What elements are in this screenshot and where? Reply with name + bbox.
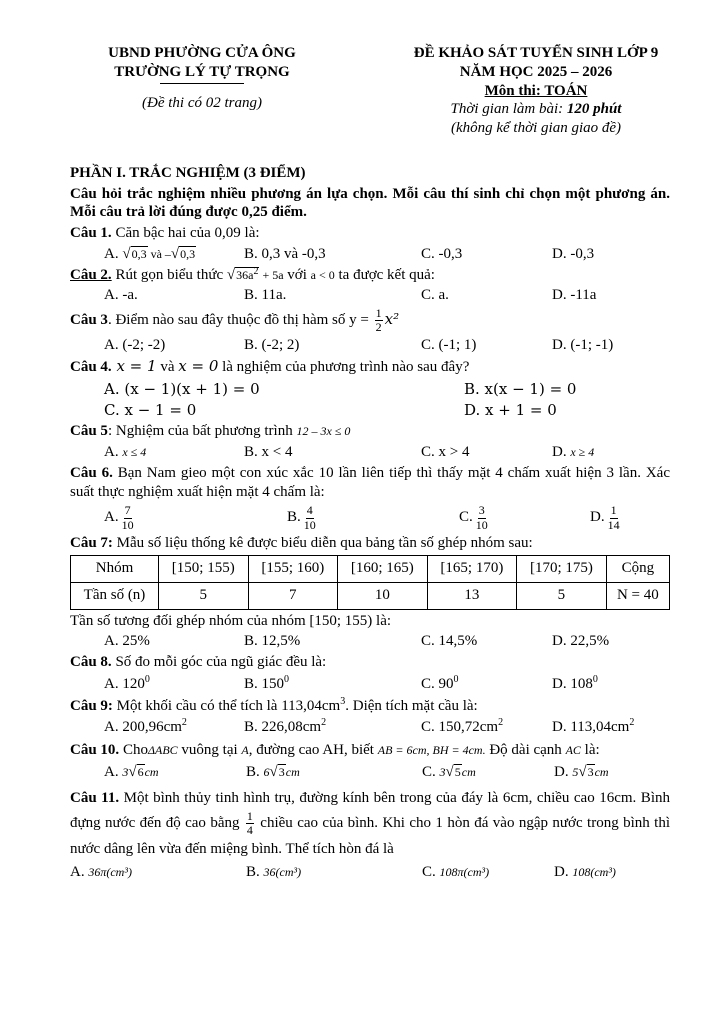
option-c: C. 3√5cm — [422, 763, 476, 780]
option-b: B. 6√3cm — [246, 763, 300, 780]
option-d: D. x ≥ 4 — [552, 444, 595, 461]
option-d: D. $113,04cm^2$ — [552, 717, 635, 736]
table-cell: [170; 175) — [517, 555, 607, 582]
question-11: Câu 11. Một bình thủy tinh hình trụ, đường kính bên trong của đáy là 6cm, chiều cao 16cm. Bình đựng nước đến độ cao bằng $\frac{1}{4}$ chiều cao của bình. Khi cho 1 hòn đá vào ngập nước trong bình thì nước dâng lên vừa đến miệng bình. Thể tích hòn đá là — [70, 789, 671, 857]
question-6: Câu 6. Bạn Nam gieo một con xúc xắc 10 lần liên tiếp thì thấy mặt 4 chấm xuất hiện 3 lần. Xác suất thực nghiệm xuất hiện mặt 4 chấm là: — [70, 464, 670, 500]
instructions: Câu hỏi trắc nghiệm nhiều phương án lựa chọn. Mỗi câu thí sinh chỉ chọn một phương án. Mỗi câu trả lời đúng được 0,25 điểm. — [70, 185, 670, 221]
option-a: A. x ≤ 4 — [104, 444, 147, 461]
option-d: D. 108(cm³) — [554, 863, 616, 880]
question-7: Câu 7: Mẫu số liệu thống kê được biểu diễn qua bảng tần số ghép nhóm sau: — [70, 534, 533, 551]
exam-page — [70, 44, 670, 882]
option-a: A. (-2; -2) — [104, 337, 166, 354]
option-d: D. (-1; -1) — [552, 337, 614, 354]
question-10: Câu 10. ChoΔABC vuông tại A, đường cao AH, biết AB = 6cm, BH = 4cm. Độ dài cạnh AC là: — [70, 742, 600, 758]
table-cell: N = 40 — [606, 582, 669, 609]
header-underline — [160, 83, 244, 84]
time-note: (không kể thời gian giao đề) — [450, 120, 622, 136]
option-b: B. 36(cm³) — [246, 863, 302, 880]
section-title: PHẦN I. TRẮC NGHIỆM (3 ĐIỂM) — [70, 164, 306, 181]
option-c: C. $150,72cm^2$ — [421, 717, 504, 736]
table-cell: Nhóm — [71, 555, 159, 582]
option-c: C. 14,5% — [421, 633, 478, 650]
page-count-note: (Đề thi có 02 trang) — [142, 94, 262, 111]
option-c: C. x > 4 — [421, 444, 470, 461]
option-b: B. 12,5% — [244, 633, 301, 650]
header-left — [62, 44, 342, 138]
question-9-options — [104, 717, 670, 737]
option-a: A. $\frac{7}{10}$ — [104, 503, 134, 532]
question-3: Câu 3. Điểm nào sau đây thuộc đồ thị hàm số y = $\frac{1}{2}$ x² — [70, 306, 400, 335]
question-5-options — [104, 443, 670, 462]
option-d: D. 5√3cm — [554, 763, 609, 780]
question-9: Câu 9: Một khối cầu có thể tích là $113,04cm^3$. Diện tích mặt cầu là: — [70, 695, 478, 714]
question-4-options — [104, 379, 670, 421]
question-3-options — [104, 336, 670, 355]
option-d: D. x + 1 = 0 — [464, 400, 557, 419]
table-row — [71, 582, 670, 609]
exam-title: ĐỀ KHẢO SÁT TUYỂN SINH LỚP 9 — [413, 45, 659, 61]
option-c: C. -0,3 — [421, 245, 463, 262]
question-7-options — [104, 632, 670, 651]
option-b: B. x(x − 1) = 0 — [464, 379, 577, 398]
option-a: A. √0,3 và –√0,3 — [104, 245, 196, 262]
question-2-options — [104, 286, 670, 305]
table-cell: 10 — [338, 582, 428, 609]
question-5: Câu 5: Nghiệm của bất phương trình 12 – 3x ≤ 0 — [70, 423, 351, 440]
option-d: D. $108^0$ — [552, 673, 598, 692]
question-1: Câu 1. Căn bậc hai của 0,09 là: — [70, 225, 260, 241]
school-year: NĂM HỌC 2025 – 2026 — [459, 63, 613, 80]
question-10-options — [104, 763, 670, 782]
school-name: TRƯỜNG LÝ TỰ TRỌNG — [114, 63, 290, 80]
exam-header — [70, 44, 670, 138]
table-header-row — [71, 555, 670, 582]
time-limit: Thời gian làm bài: 120 phút — [450, 101, 622, 118]
option-a: A. 36π(cm³) — [70, 863, 132, 880]
question-11-options — [70, 863, 670, 882]
option-b: B. 11a. — [244, 287, 287, 304]
option-d: D. -0,3 — [552, 245, 595, 262]
question-4: Câu 4. x = 1 và x = 0 là nghiệm của phương trình nào sau đây? — [70, 357, 470, 376]
frequency-table — [70, 555, 670, 610]
option-b: B. $150^0$ — [244, 673, 290, 692]
table-cell: 13 — [427, 582, 517, 609]
table-cell: Cộng — [606, 555, 669, 582]
option-b: B. x < 4 — [244, 444, 293, 461]
option-c: C. 108π(cm³) — [422, 863, 490, 880]
table-cell: [160; 165) — [338, 555, 428, 582]
option-c: C. (-1; 1) — [421, 337, 477, 354]
option-a: A. $200,96cm^2$ — [104, 717, 187, 736]
district-name: UBND PHƯỜNG CỬA ÔNG — [108, 45, 296, 61]
option-b: B. $226,08cm^2$ — [244, 717, 327, 736]
question-8: Câu 8. Số đo mỗi góc của ngũ giác đều là: — [70, 654, 327, 670]
option-b: B. $\frac{4}{10}$ — [287, 503, 316, 532]
table-cell: 5 — [517, 582, 607, 609]
table-cell: [150; 155) — [158, 555, 248, 582]
table-cell: 7 — [248, 582, 338, 609]
option-c: C. $90^0$ — [421, 673, 459, 692]
table-cell: 5 — [158, 582, 248, 609]
option-a: A. $120^0$ — [104, 673, 150, 692]
option-d: D. $\frac{1}{14}$ — [590, 503, 620, 532]
table-cell: [155; 160) — [248, 555, 338, 582]
option-d: D. -11a — [552, 287, 597, 304]
subject: Môn thi: TOÁN — [484, 82, 588, 99]
question-8-options — [104, 674, 670, 694]
option-d: D. 22,5% — [552, 633, 610, 650]
question-2: Câu 2. Rút gọn biểu thức $√36a^2 + 5a$ với a < 0 ta được kết quả: — [70, 265, 435, 283]
question-1-options — [104, 245, 670, 264]
option-a: A. 3√6cm — [104, 763, 159, 780]
option-c: C. x − 1 = 0 — [104, 400, 197, 419]
option-a: A. (x − 1)(x + 1) = 0 — [104, 379, 260, 398]
question-6-options — [104, 504, 670, 531]
option-b: B. 0,3 và -0,3 — [244, 245, 326, 262]
header-right — [386, 44, 686, 138]
option-a: A. 25% — [104, 633, 150, 650]
option-b: B. (-2; 2) — [244, 337, 300, 354]
table-cell: Tần số (n) — [71, 582, 159, 609]
option-c: C. $\frac{3}{10}$ — [459, 503, 488, 532]
option-c: C. a. — [421, 287, 449, 304]
question-7-prompt: Tần số tương đối ghép nhóm của nhóm [150; 155) là: — [70, 612, 392, 629]
option-a: A. -a. — [104, 287, 138, 304]
table-cell: [165; 170) — [427, 555, 517, 582]
